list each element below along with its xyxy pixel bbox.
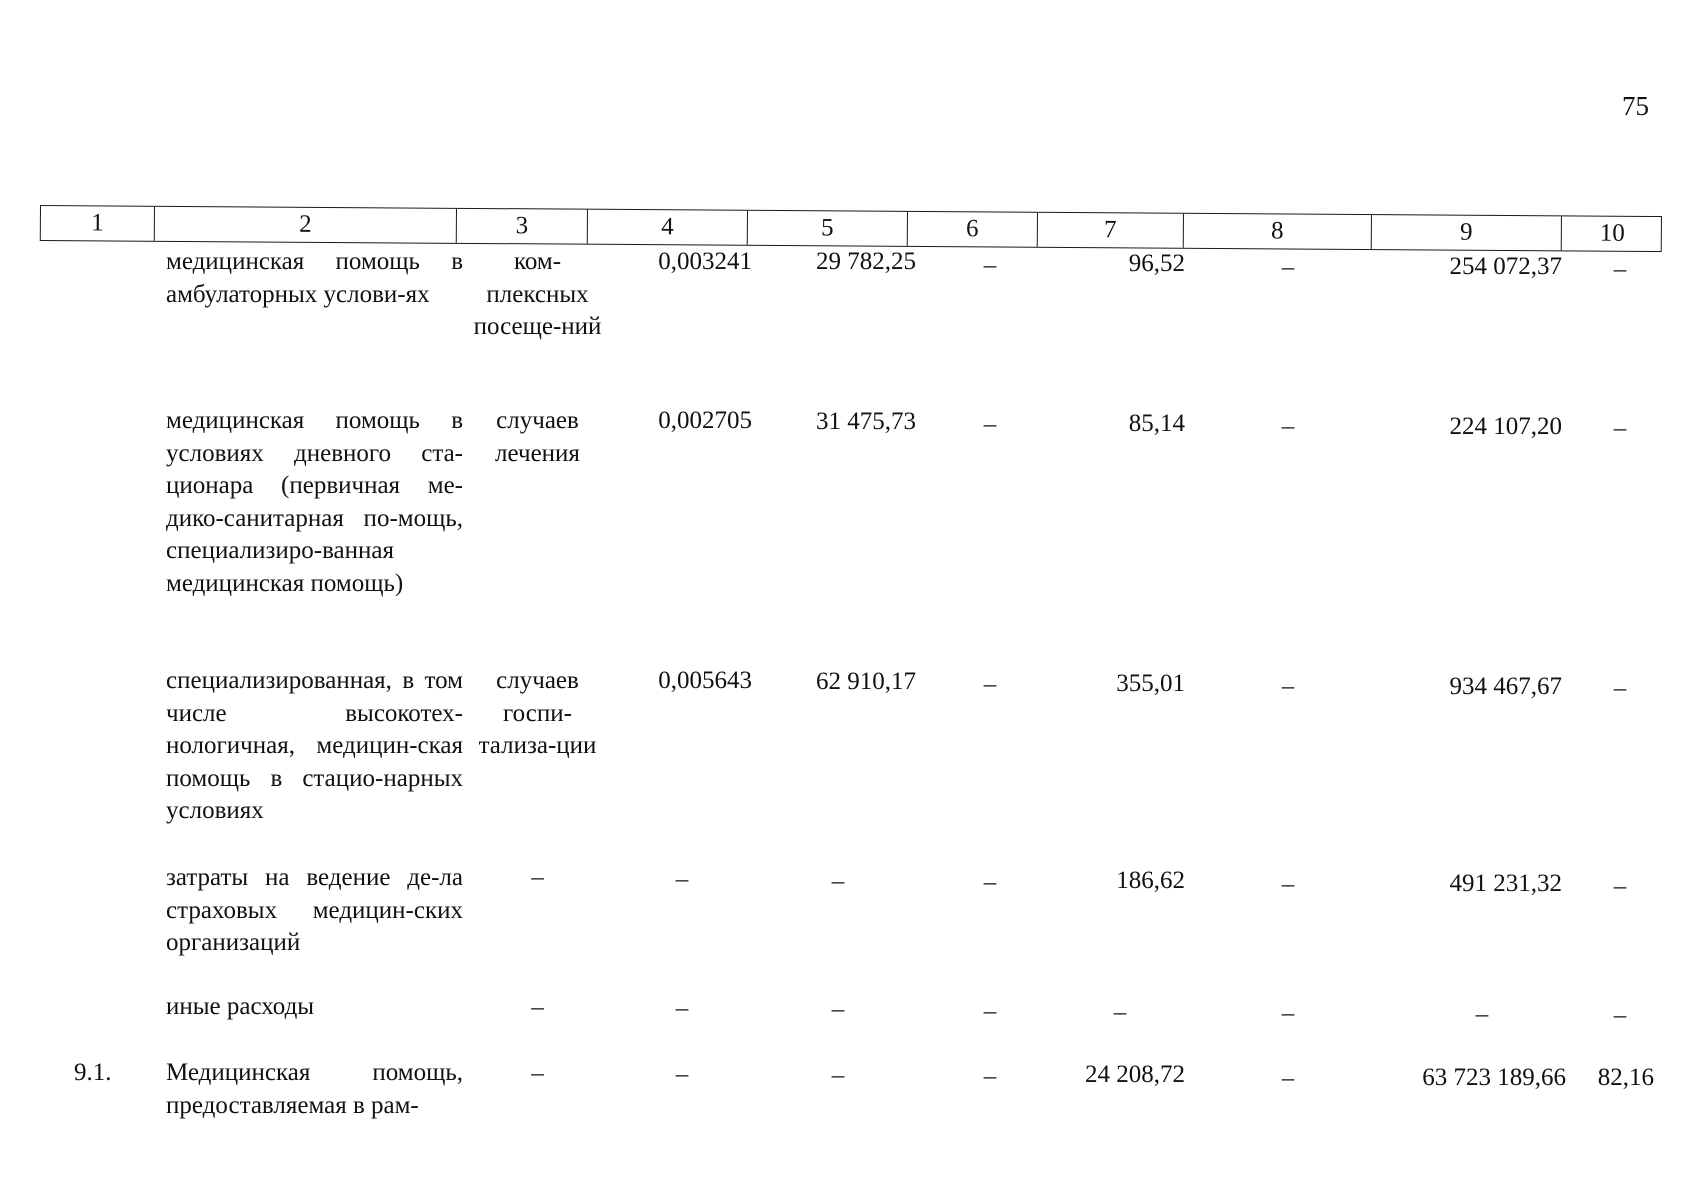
row-col-5: 29 782,25 [816, 248, 916, 275]
row-col-6: – [983, 252, 997, 279]
header-col-3: 3 [456, 209, 587, 244]
header-col-8: 8 [1183, 214, 1371, 249]
header-col-10: 10 [1561, 216, 1663, 251]
row-col-9: – [1475, 1001, 1489, 1028]
row-col-5: 62 910,17 [816, 668, 916, 695]
row-col-7: – [1113, 999, 1127, 1026]
row-col-8: – [1281, 413, 1295, 440]
row-col-5: – [831, 1062, 845, 1089]
row-col-7: 85,14 [1128, 410, 1185, 437]
row-col-6: – [983, 1063, 997, 1090]
row-col-10: – [1613, 873, 1627, 900]
row-col-6: – [983, 411, 997, 438]
table-header-row [40, 205, 1662, 252]
row-unit: случаев лечения [495, 407, 580, 467]
row-col-8: – [1281, 1000, 1295, 1027]
row-col-7: 355,01 [1116, 670, 1185, 697]
row-col-10: – [1613, 675, 1627, 702]
header-col-6: 6 [907, 212, 1037, 247]
header-col-5: 5 [747, 211, 907, 246]
row-col-4: – [675, 866, 689, 893]
row-col-5: 31 475,73 [816, 408, 916, 435]
row-col-10: – [1613, 256, 1627, 283]
row-unit: – [531, 864, 544, 891]
row-col-9: 254 072,37 [1449, 253, 1562, 280]
row-col-5: – [831, 868, 845, 895]
row-col-9: 63 723 189,66 [1422, 1064, 1566, 1091]
row-col-4: 0,003241 [658, 248, 752, 275]
header-col-4: 4 [587, 210, 747, 245]
row-col-9: 934 467,67 [1449, 673, 1562, 700]
row-col-8: – [1281, 673, 1295, 700]
page-number: 75 [1622, 91, 1649, 121]
row-col-8: – [1281, 1065, 1295, 1092]
row-col-5: – [831, 996, 845, 1023]
row-col-8: – [1281, 871, 1295, 898]
row-description: иные расходы [166, 993, 315, 1020]
row-col-10: 82,16 [1597, 1064, 1654, 1091]
row-col-6: – [983, 869, 997, 896]
row-col-4: – [675, 1061, 689, 1088]
row-col-7: 96,52 [1128, 250, 1185, 277]
row-unit: – [531, 1060, 544, 1087]
row-col-6: – [983, 671, 997, 698]
row-description: специализированная, в том числе высокотех-нологичная, медицин-ская помощь в стацио-нарных условиях [166, 667, 463, 824]
row-col-10: – [1613, 415, 1627, 442]
row-col-4: – [675, 995, 689, 1022]
row-description: Медицинская помощь, предоставляемая в рам- [166, 1059, 463, 1119]
header-col-1: 1 [91, 209, 104, 237]
row-col-9: 491 231,32 [1449, 870, 1562, 897]
row-col-9: 224 107,20 [1449, 413, 1562, 440]
row-unit: ком-плексных посеще-ний [473, 248, 602, 340]
row-col-6: – [983, 998, 997, 1025]
row-col-4: 0,005643 [658, 667, 752, 694]
header-col-2: 2 [154, 207, 456, 243]
row-col-4: 0,002705 [658, 407, 752, 434]
row-description: медицинская помощь в условиях дневного ста-ционара (первичная ме-дико-санитарная по-мощь, специализиро-ванная медицинская помощь) [166, 407, 463, 597]
row-unit: – [531, 994, 544, 1021]
row-col-7: 24 208,72 [1085, 1061, 1185, 1088]
row-unit: случаев госпи-тализа-ции [478, 667, 597, 759]
header-col-7: 7 [1037, 213, 1183, 248]
row-col-10: – [1613, 1002, 1627, 1029]
header-col-9: 9 [1371, 215, 1561, 250]
row-description: медицинская помощь в амбулаторных услови-ях [166, 248, 463, 308]
row-col-7: 186,62 [1116, 867, 1185, 894]
row-number: 9.1. [74, 1059, 112, 1086]
row-col-8: – [1281, 254, 1295, 281]
row-description: затраты на ведение де-ла страховых медицин-ских организаций [166, 864, 463, 956]
